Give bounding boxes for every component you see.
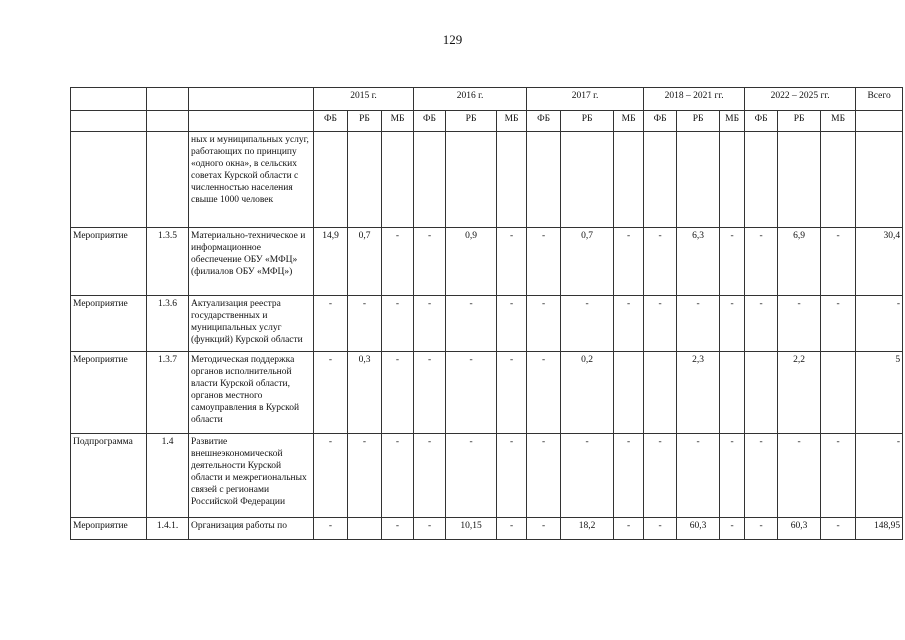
- value-cell: [382, 132, 414, 228]
- row-type-cell: [71, 132, 147, 228]
- row-code-cell: 1.3.5: [147, 228, 189, 296]
- value-cell: [720, 352, 745, 434]
- row-name-cell: Актуализация реестра государственных и муниципальных услуг (функций) Курской области: [189, 296, 314, 352]
- year-header-2017: 2017 г.: [527, 88, 644, 111]
- value-cell: 0,7: [348, 228, 382, 296]
- value-cell: [414, 132, 446, 228]
- source-header: МБ: [821, 111, 856, 132]
- value-cell: -: [821, 296, 856, 352]
- row-type-cell: Мероприятие: [71, 352, 147, 434]
- value-cell: -: [720, 434, 745, 518]
- value-cell: -: [720, 296, 745, 352]
- value-cell: -: [677, 434, 720, 518]
- value-cell: [314, 132, 348, 228]
- value-cell: -: [446, 296, 497, 352]
- value-cell: -: [527, 434, 561, 518]
- row-type-cell: Мероприятие: [71, 228, 147, 296]
- row-name-cell: Развитие внешнеэкономической деятельности Курской области и межрегиональных связей с регионами Российской Федерации: [189, 434, 314, 518]
- table-row: [71, 132, 903, 228]
- value-cell: -: [644, 434, 677, 518]
- value-cell: [720, 132, 745, 228]
- row-total-cell: 148,95: [856, 518, 903, 540]
- value-cell: [561, 132, 614, 228]
- source-header: РБ: [561, 111, 614, 132]
- value-cell: 0,2: [561, 352, 614, 434]
- row-name-cell: Методическая поддержка органов исполнительной власти Курской области, органов местного самоуправления в Курской области: [189, 352, 314, 434]
- value-cell: 0,7: [561, 228, 614, 296]
- table-row: [71, 352, 903, 434]
- value-cell: -: [382, 296, 414, 352]
- value-cell: -: [720, 518, 745, 540]
- value-cell: -: [414, 518, 446, 540]
- value-cell: -: [414, 296, 446, 352]
- header-empty-cell: [189, 88, 314, 111]
- value-cell: [497, 132, 527, 228]
- value-cell: -: [821, 518, 856, 540]
- value-cell: -: [745, 434, 778, 518]
- header-empty-cell: [147, 111, 189, 132]
- year-header-2016: 2016 г.: [414, 88, 527, 111]
- value-cell: -: [527, 518, 561, 540]
- page-number: 129: [442, 32, 463, 47]
- value-cell: 0,9: [446, 228, 497, 296]
- value-cell: -: [644, 518, 677, 540]
- value-cell: 0,3: [348, 352, 382, 434]
- row-type-cell: Мероприятие: [71, 518, 147, 540]
- total-header: Всего: [856, 88, 903, 111]
- value-cell: -: [614, 518, 644, 540]
- year-header-2022-2025: 2022 – 2025 гг.: [745, 88, 856, 111]
- value-cell: -: [446, 434, 497, 518]
- value-cell: -: [745, 228, 778, 296]
- source-header: МБ: [614, 111, 644, 132]
- header-empty-cell: [856, 111, 903, 132]
- year-header-2015: 2015 г.: [314, 88, 414, 111]
- value-cell: -: [720, 228, 745, 296]
- source-header: ФБ: [644, 111, 677, 132]
- value-cell: -: [382, 228, 414, 296]
- value-cell: -: [561, 434, 614, 518]
- source-header: ФБ: [414, 111, 446, 132]
- header-empty-cell: [71, 111, 147, 132]
- source-header: РБ: [446, 111, 497, 132]
- value-cell: -: [382, 518, 414, 540]
- value-cell: [614, 352, 644, 434]
- value-cell: 2,3: [677, 352, 720, 434]
- value-cell: -: [644, 296, 677, 352]
- value-cell: -: [745, 296, 778, 352]
- row-code-cell: 1.4: [147, 434, 189, 518]
- value-cell: [614, 132, 644, 228]
- value-cell: [677, 132, 720, 228]
- value-cell: -: [497, 434, 527, 518]
- row-code-cell: 1.4.1.: [147, 518, 189, 540]
- table-row: [71, 518, 903, 540]
- row-name-cell: Организация работы по: [189, 518, 314, 540]
- header-row-years: [71, 88, 903, 111]
- header-empty-cell: [71, 88, 147, 111]
- source-header: ФБ: [745, 111, 778, 132]
- header-empty-cell: [147, 88, 189, 111]
- value-cell: -: [745, 518, 778, 540]
- value-cell: [745, 132, 778, 228]
- row-code-cell: [147, 132, 189, 228]
- row-total-cell: 30,4: [856, 228, 903, 296]
- value-cell: -: [527, 352, 561, 434]
- value-cell: 18,2: [561, 518, 614, 540]
- value-cell: -: [614, 228, 644, 296]
- value-cell: [778, 132, 821, 228]
- source-header: РБ: [677, 111, 720, 132]
- value-cell: -: [382, 352, 414, 434]
- value-cell: -: [314, 434, 348, 518]
- value-cell: -: [348, 434, 382, 518]
- value-cell: -: [382, 434, 414, 518]
- value-cell: -: [314, 296, 348, 352]
- budget-table: [70, 87, 903, 540]
- value-cell: [821, 132, 856, 228]
- value-cell: 10,15: [446, 518, 497, 540]
- source-header: РБ: [348, 111, 382, 132]
- year-header-2018-2021: 2018 – 2021 гг.: [644, 88, 745, 111]
- value-cell: 2,2: [778, 352, 821, 434]
- row-total-cell: [856, 132, 903, 228]
- value-cell: -: [778, 434, 821, 518]
- value-cell: [821, 352, 856, 434]
- value-cell: -: [497, 296, 527, 352]
- value-cell: -: [348, 296, 382, 352]
- value-cell: 6,3: [677, 228, 720, 296]
- value-cell: -: [414, 228, 446, 296]
- value-cell: -: [527, 296, 561, 352]
- value-cell: -: [614, 296, 644, 352]
- row-code-cell: 1.3.6: [147, 296, 189, 352]
- value-cell: [348, 518, 382, 540]
- value-cell: 60,3: [778, 518, 821, 540]
- row-total-cell: 5: [856, 352, 903, 434]
- value-cell: -: [561, 296, 614, 352]
- value-cell: -: [497, 352, 527, 434]
- source-header: МБ: [382, 111, 414, 132]
- value-cell: -: [527, 228, 561, 296]
- value-cell: -: [497, 228, 527, 296]
- value-cell: -: [677, 296, 720, 352]
- value-cell: -: [821, 228, 856, 296]
- value-cell: [348, 132, 382, 228]
- table-row: [71, 228, 903, 296]
- row-type-cell: Подпрограмма: [71, 434, 147, 518]
- value-cell: -: [446, 352, 497, 434]
- source-header: ФБ: [314, 111, 348, 132]
- value-cell: -: [314, 352, 348, 434]
- table-row: [71, 296, 903, 352]
- value-cell: -: [314, 518, 348, 540]
- value-cell: [446, 132, 497, 228]
- value-cell: 6,9: [778, 228, 821, 296]
- source-header: ФБ: [527, 111, 561, 132]
- value-cell: 14,9: [314, 228, 348, 296]
- value-cell: -: [778, 296, 821, 352]
- row-total-cell: -: [856, 296, 903, 352]
- source-header: МБ: [720, 111, 745, 132]
- value-cell: -: [821, 434, 856, 518]
- value-cell: -: [414, 434, 446, 518]
- row-code-cell: 1.3.7: [147, 352, 189, 434]
- row-name-cell: Материально-техническое и информационное обеспечение ОБУ «МФЦ» (филиалов ОБУ «МФЦ»): [189, 228, 314, 296]
- row-name-cell: ных и муниципальных услуг, работающих по принципу «одного окна», в сельских советах Курской области с численностью населения свыше 1000 человек: [189, 132, 314, 228]
- header-row-sources: [71, 111, 903, 132]
- value-cell: [644, 352, 677, 434]
- value-cell: -: [614, 434, 644, 518]
- value-cell: -: [414, 352, 446, 434]
- value-cell: [745, 352, 778, 434]
- value-cell: -: [497, 518, 527, 540]
- row-type-cell: Мероприятие: [71, 296, 147, 352]
- table-row: [71, 434, 903, 518]
- value-cell: [644, 132, 677, 228]
- header-empty-cell: [189, 111, 314, 132]
- source-header: МБ: [497, 111, 527, 132]
- row-total-cell: -: [856, 434, 903, 518]
- value-cell: -: [644, 228, 677, 296]
- source-header: РБ: [778, 111, 821, 132]
- value-cell: [527, 132, 561, 228]
- value-cell: 60,3: [677, 518, 720, 540]
